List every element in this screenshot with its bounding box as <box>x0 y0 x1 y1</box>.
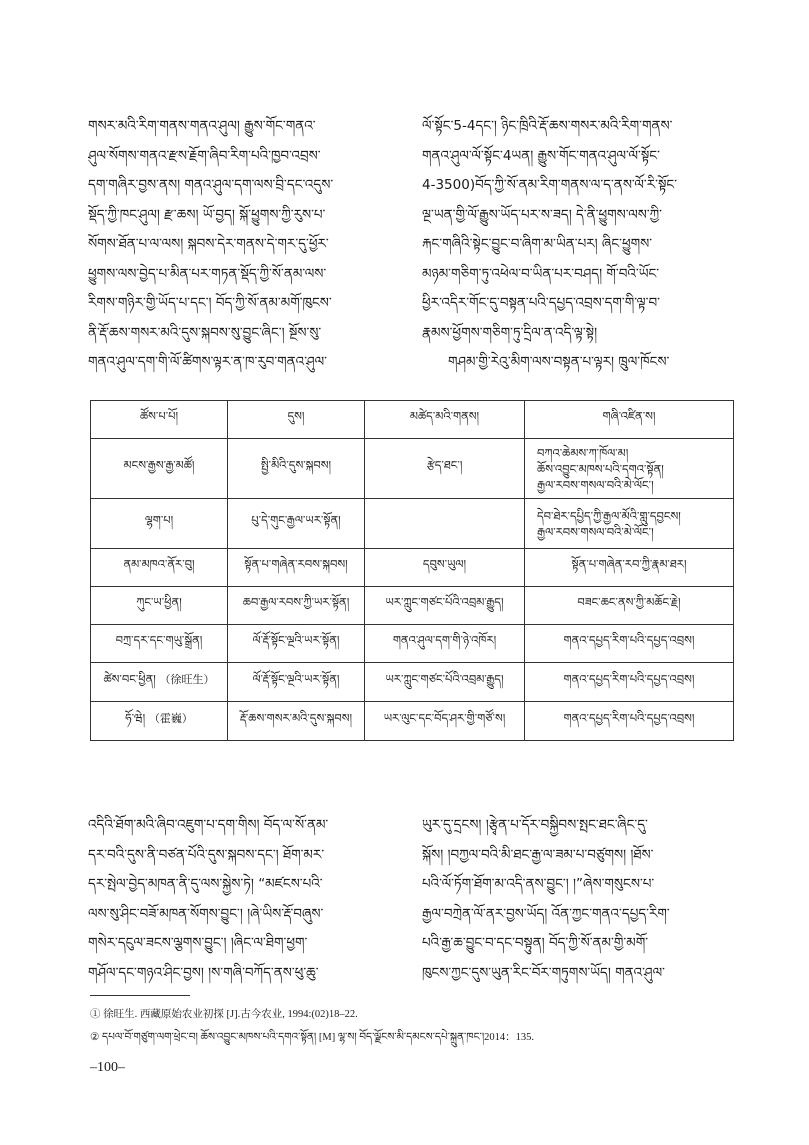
table-cell: པུ་དེ་གུང་རྒྱལ་ཡར་སྟོན། <box>228 499 365 549</box>
table-cell <box>91 702 228 741</box>
author-name-chinese: （徐旺生） <box>159 673 215 686</box>
table-cell <box>525 439 734 499</box>
table-cell: ཀུང་ཡ་ཕྱིན། <box>91 587 228 625</box>
text-line: སྐོས། །བཀྱལ་བའི་མི་ཐང་རྒྱ་ལ་ཟམ་པ་བཙུགས། །ཐོས་ <box>422 846 654 863</box>
text-line: པའི་ལོ་ཏོག་ཐོག་མ་འདི་ནས་བྱུང་། །”ཞེས་གསུངས་པ་ <box>422 876 655 892</box>
table-cell: སྟོན་པ་གཞེན་རབས་སྐབས། <box>228 549 365 587</box>
table-cell <box>365 499 525 549</box>
table-row <box>91 587 734 625</box>
text-line: འདིའི་ཐོག་མའི་ཞིབ་འཇུག་པ་དག་གིས། བོད་ལ་སོ་ནམ་ <box>88 817 329 833</box>
text-line: མཉམ་གཅིག་ཏུ་འཕེལ་བ་ཡིན་པར་བཤད། གོ་བའི་ཡོང་ <box>422 265 660 282</box>
table-cell: བཀྲ་དར་དང་གཡུ་སྒྲོན། <box>91 625 228 663</box>
table-row <box>91 499 734 549</box>
table-header-cell: གཞི་འཛིན་ས། <box>525 401 734 439</box>
source-line: ཆོས་འབྱུང་མཁས་པའི་དགའ་སྟོན། <box>537 461 664 476</box>
text-line: རྣམས་ཕྱོགས་གཅིག་ཏུ་དྲིལ་ན་འདི་ལྟ་སྟེ། <box>422 324 598 341</box>
body-text-top-left <box>88 112 413 378</box>
text-line: རིགས་གཉིར་གྱི་ཡོད་པ་དང་། བོད་ཀྱི་སོ་ནམ་མགོ་ཁུངས་ <box>88 295 332 311</box>
table-cell: ཡར་ཀླུང་གཙང་པོའི་འབྲམ་རྒྱུད། <box>365 663 525 702</box>
text-line: གཤོལ་དང་གཉའ་ཤིང་བྱས། །ས་གཞི་བཀོད་ནས་ཕུ་ཆུ་ <box>88 964 319 981</box>
table-row <box>91 625 734 663</box>
table-cell <box>91 663 228 702</box>
author-name: ཚེས་བང་ཕྱིན། <box>103 671 156 686</box>
footnote-divider <box>90 995 190 996</box>
text-line: སྡོད་ཀྱི་ཁང་ཤུལ། རྫ་ཆས། ཡོ་བྱད། སྐོ་ཕྱུགས་ཀྱི་རུས་པ་ <box>88 206 326 223</box>
text-line: དག་གཞིར་བྱས་ནས། གནའ་ཤུལ་དག་ལས་བྲི་དང་འདུས་ <box>88 177 334 193</box>
table-cell: ཆབ་རྒྱལ་རབས་ཀྱི་ཡར་སྟོན། <box>228 587 365 625</box>
footnote-2: ② དཔལ་བོ་གཙུག་ལག་ཕྲེང་བ། ཆོས་འབྱུང་མཁས་པའི་དགའ་སྟོན། [M] ལྷ་ས། བོད་ལྗོངས་མི་དམངས་དཔེ་སྐྲུན་ཁང་།2014：135. <box>90 1032 535 1043</box>
page-number: –100– <box>90 1060 125 1075</box>
comparison-table <box>90 400 734 741</box>
text-line: གསར་མའི་རིག་གནས་གནའ་ཤུལ། རྒྱུས་གོང་གནའ་ <box>88 118 316 134</box>
table-cell: ཡར་ལུང་དང་བོད་ཤར་གྱི་གཙོ་ས། <box>365 702 525 741</box>
source-line: རྒྱལ་རབས་གསལ་བའི་མེ་ལོང་། <box>537 524 654 539</box>
text-line: 4-3500)བོད་ཀྱི་སོ་ནམ་རིག་གནས་ལ་ད་ནས་ལོ་རི་སྟོང་ <box>422 177 678 193</box>
text-line: ཡུར་དུ་དྲངས། །རྩྭེན་པ་དོར་བསྐྱིབས་སྤང་ཐང་ཞིང་དུ་ <box>422 817 648 833</box>
author-name: ཧོ་ཝེ། <box>125 710 146 725</box>
table-cell: མངས་རྒྱས་རྒྱ་མཚོ། <box>91 439 228 499</box>
text-line: ལོ་སྟོང་5-4དང་། ཉིང་ཁྲིའི་རྡོ་ཆས་གསར་མའི་རིག་གནས་ <box>422 118 673 134</box>
text-line: གནའ་ཤུལ་དག་གི་ལོ་ཚིགས་ལྟར་ན་ཁ་རུབ་གནའ་ཤུལ་ <box>88 354 327 370</box>
table-cell: གནའ་དཔྱད་རིག་པའི་དཔྱད་འབྲས། <box>525 663 734 702</box>
table-header-cell: མཚེད་མའི་གནས། <box>365 401 525 439</box>
table-row <box>91 549 734 587</box>
text-line: རྐང་གཞིའི་སྟེང་བྱུང་བ་ཞིག་མ་ཡིན་པར། ཞིང་ཕྱུགས་ <box>422 236 653 252</box>
table-header-row <box>91 401 734 439</box>
text-line-indented: གཤམ་གྱི་རེའུ་མིག་ལས་བསྟན་པ་ལྟར། ཁྲུལ་ཁོངས་ <box>448 354 670 370</box>
table-row <box>91 663 734 702</box>
author-name-chinese: （霍巍） <box>148 712 193 725</box>
table-cell: ཡར་ཀླུང་གཙང་པོའི་འབྲམ་རྒྱུད། <box>365 587 525 625</box>
text-line: དར་བའི་དུས་ནི་བཙན་པོའི་དུས་སྐབས་དང་། ཐོག་མར་ <box>88 846 325 863</box>
text-line: ལྔ་ཡན་གྱི་ལོ་རྒྱུས་ཡོད་པར་ས་ཟད། དེ་ནི་ཕྱུགས་ལས་ཀྱི་ <box>422 206 663 223</box>
text-line: ཕྱུགས་ལས་བྱེད་པ་མིན་པར་གཏན་སྡོད་ཀྱི་སོ་ནམ་ལས་ <box>88 265 327 282</box>
source-line: རྒྱལ་རབས་གསལ་བའི་མེ་ལོང་། <box>537 477 654 492</box>
table-cell: བཟང་ཆང་ནས་ཀྱི་མཆོང་རྗེ། <box>525 587 734 625</box>
text-line: ཤུལ་སོགས་གནའ་རྫས་རྗོག་ཞིབ་རིག་པའི་ཁྱབ་འབྲས་ <box>88 147 321 164</box>
body-text-bottom-right <box>422 811 732 988</box>
text-line: ནི་རྡོ་ཆས་གསར་མའི་དུས་སྐབས་སུ་བྱུང་ཞིང་། སྔོས་སུ་ <box>88 324 322 341</box>
text-line: ཕྱིར་འདིར་གོང་དུ་བསྟན་པའི་དཔྱད་འབྲས་དག་གི་ལྟ་བ་ <box>422 295 660 311</box>
table-row <box>91 702 734 741</box>
table-cell: དབུས་ཡུལ། <box>365 549 525 587</box>
table-row <box>91 439 734 499</box>
table-header-cell: དུས། <box>228 401 365 439</box>
text-line: པའི་རྒྱ་ཆ་བྱུང་བ་དང་བསྟུན། བོད་ཀྱི་སོ་ནམ་གྱི་མགོ་ <box>422 935 649 951</box>
source-line: བཀའ་ཆེམས་ཀ་ཁོལ་མ། <box>537 445 629 460</box>
table-cell: རྡོ་ཆས་གསར་མའི་དུས་སྐབས། <box>228 702 365 741</box>
table-cell: ལོ་རྡོ་སྟོང་ལྔའི་ཡར་སྟོན། <box>228 663 365 702</box>
footnote-1: ① 徐旺生. 西藏原始农业初探 [J].古今农业, 1994:(02)18–22. <box>90 1009 358 1020</box>
text-line: རྒྱལ་བཀྲེན་ལོ་ནར་བྱས་ཡོད། འོན་ཀྱང་གནའ་དཔྱད་རིག་ <box>422 905 670 922</box>
table-cell: ནམ་མཁའ་ནོར་བུ། <box>91 549 228 587</box>
text-line: དར་སྤེལ་བྱེད་མཁན་ནི་དུ་ལས་སྐྱེས་ཏེ། “མཛངས་པའི་ <box>88 876 323 892</box>
table-header-cell: ཚོས་པ་པོ། <box>91 401 228 439</box>
text-line: ཁུངས་ཀྱང་དུས་ཡུན་རིང་བོར་གཏུགས་ཡོད། གནའ་ཤུལ་ <box>422 964 665 981</box>
table-cell: སྟོན་པ་གཞེན་རབ་ཀྱི་རྣམ་ཐར། <box>525 549 734 587</box>
table-cell: སྤྱི་མིའི་དུས་སྐབས། <box>228 439 365 499</box>
table-cell: གནའ་དཔྱད་རིག་པའི་དཔྱད་འབྲས། <box>525 625 734 663</box>
table-cell: གནའ་དཔྱད་རིག་པའི་དཔྱད་འབྲས། <box>525 702 734 741</box>
table-cell: ལོ་རྡོ་སྟོང་ལྔའི་ཡར་སྟོན། <box>228 625 365 663</box>
text-line: གསེར་དངུལ་ཟངས་ལྕགས་བྱུང་། །ཞིང་ལ་ཐིག་ཕྱག་ <box>88 935 308 951</box>
text-line: གནའ་ཤུལ་ལོ་སྟོང་4ཡན། རྒྱུས་གོང་གནའ་ཤུལ་ལོ་སྟོང་ <box>422 147 660 164</box>
body-text-bottom-left <box>88 811 413 988</box>
table-cell: རྩེད་ཐང་། <box>365 439 525 499</box>
source-line: དེབ་ཐེར་དཔྱིད་ཀྱི་རྒྱལ་མོའི་གླུ་དབྱངས། <box>537 508 681 523</box>
table-cell: གནའ་ཤུལ་དག་གི་ཉེ་འཁོར། <box>365 625 525 663</box>
table-cell <box>525 499 734 549</box>
body-text-top-right <box>422 112 732 378</box>
text-line: ལས་སུ་ཤིང་བཟོ་མཁན་སོགས་བྱུང་། །ཞེ་ཡིས་རྡོ་བཞུས་ <box>88 905 324 922</box>
table-cell: ལྷག་པ། <box>91 499 228 549</box>
text-line: སོགས་ཐོན་པ་ལ་ལས། སྐབས་དེར་གནས་དེ་གར་དུ་ཕྱོར་ <box>88 236 329 252</box>
